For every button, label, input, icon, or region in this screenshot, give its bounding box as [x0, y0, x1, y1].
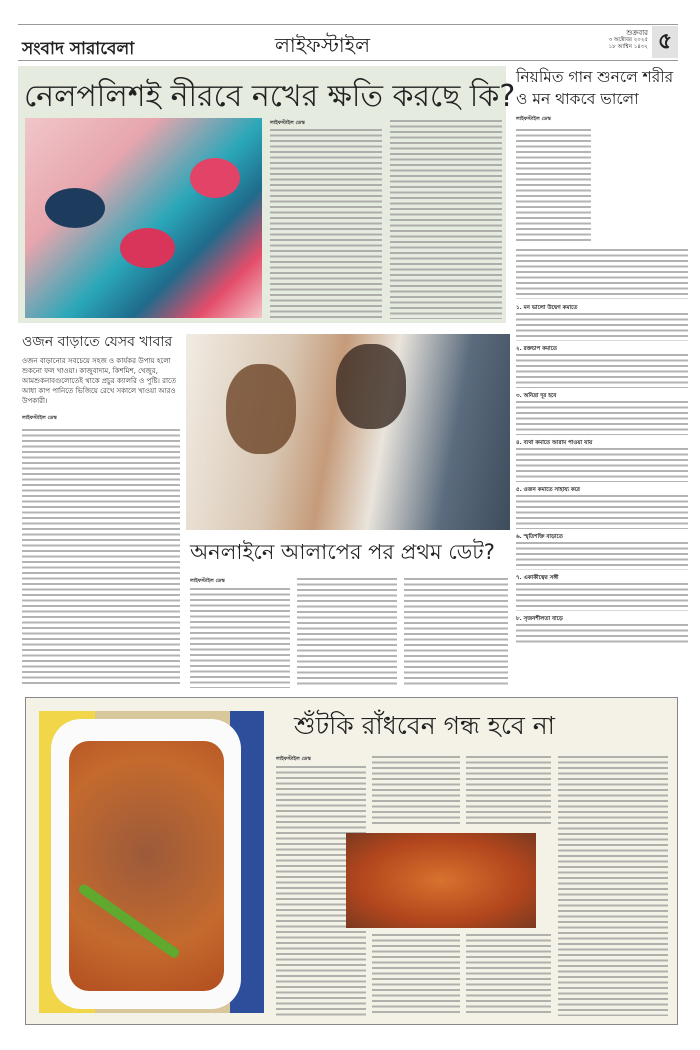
body-text	[466, 756, 551, 826]
date-bengali: ১৮ আশ্বিন ১৪৩২	[608, 44, 648, 50]
masthead-rule	[18, 60, 678, 61]
body-text	[516, 249, 688, 299]
byline: লাইফস্টাইল ডেস্ক	[22, 415, 57, 421]
weight-story	[22, 332, 180, 692]
body-text	[466, 934, 551, 1016]
section-title: লাইফস্টাইল	[275, 33, 370, 57]
day: শুক্রবার	[626, 29, 648, 37]
body-text	[372, 934, 460, 1016]
body-text	[297, 578, 397, 688]
body-text	[516, 313, 688, 341]
shutki-curry-photo	[39, 711, 264, 1013]
man-figure	[336, 344, 406, 429]
subhead: ১. মন ভালো উদ্বেগ কমাতে	[516, 305, 578, 311]
dateline	[560, 30, 648, 51]
body-text	[516, 354, 688, 388]
woman-figure	[226, 364, 296, 454]
music-story	[516, 66, 688, 691]
headline: ওজন বাড়াতে যেসব খাবার	[22, 334, 173, 350]
paper-name: সংবাদ সারাবেলা	[22, 39, 135, 59]
subhead: ৭. একাকীত্বের সঙ্গী	[516, 575, 559, 581]
headline: নিয়মিত গান শুনলে শরীর ও মন থাকবে ভালো	[516, 68, 674, 108]
shutki-story	[25, 697, 678, 1025]
shutki-dish-photo	[346, 833, 536, 928]
body-text	[558, 756, 668, 1016]
headline: নেলপলিশই নীরবে নখের ক্ষতি করছে কি?	[24, 79, 516, 114]
laughing-couple-photo	[186, 334, 510, 530]
body-text	[390, 120, 502, 319]
body-text	[516, 401, 688, 435]
body-text	[372, 756, 460, 826]
body-text	[270, 129, 382, 319]
byline: লাইফস্টাইল ডেস্ক	[270, 120, 305, 126]
date-byline: লাইফস্টাইল ডেস্ক	[190, 578, 225, 584]
body-text	[516, 448, 688, 482]
top-rule	[18, 24, 678, 25]
subhead: ৩. অনিদ্রা দূর হবে	[516, 393, 557, 399]
date-gregorian: ৩ অক্টোবর ২০২৫	[608, 37, 648, 43]
nail-shape	[120, 228, 175, 268]
subhead: ৮. সৃজনশীলতা বাড়ে	[516, 616, 563, 622]
body-text	[516, 495, 688, 529]
body-text	[516, 624, 688, 646]
nail-story	[18, 66, 516, 323]
body-text	[404, 578, 508, 688]
subhead: ৫. ওজন কমাতে সাহায্য করে	[516, 487, 580, 493]
byline: লাইফস্টাইল ডেস্ক	[516, 116, 551, 122]
body-text	[22, 429, 180, 687]
nail-shape	[45, 188, 105, 228]
body-text	[190, 588, 290, 688]
curry	[69, 741, 224, 991]
byline: লাইফস্টাইল ডেস্ক	[276, 756, 311, 762]
body-text	[516, 542, 688, 570]
subhead: ৪. ব্যথা কমাতে আরাম পাওয়া যায়	[516, 440, 593, 446]
subhead: ২. রক্তচাপ কমাতে	[516, 346, 557, 352]
nail-shape	[190, 158, 240, 198]
headline: শুঁটকি রাঁধবেন গন্ধ হবে না	[294, 711, 555, 740]
painted-nails-photo	[25, 118, 262, 318]
body-text	[516, 583, 688, 611]
intro: ওজন বাড়ানোর সবচেয়ে সহজ ও কার্যকর উপায় হলো শুকনো ফল খাওয়া। কাজুবাদাম, কিশমিশ, খেজুর, আমশুকনাবগুলোতেই থাকে প্রচুর ক্যালরি ও পুষ্টি। রাতে আধা কাপ পানিতে ভিজিয়ে রেখে সকালে খাওয়া আরও উপকারী।	[22, 357, 177, 405]
subhead: ৬. স্মৃতিশক্তি বাড়াতে	[516, 534, 563, 540]
poem-text	[516, 129, 591, 244]
page-number: ৫	[652, 26, 678, 58]
date-headline: অনলাইনে আলাপের পর প্রথম ডেট?	[190, 540, 495, 564]
